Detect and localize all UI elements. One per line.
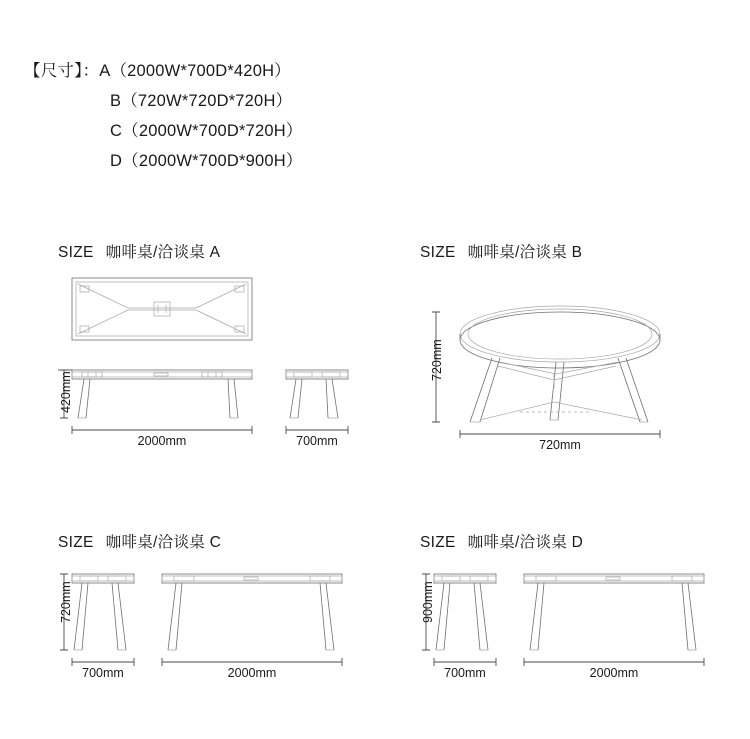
table-c-side-view <box>72 574 134 650</box>
dimension-d-widths <box>434 658 704 666</box>
panel-c-width-label-2: 2000mm <box>227 666 277 680</box>
panel-a-width-label-1: 2000mm <box>137 434 187 448</box>
panel-size-d <box>420 530 750 700</box>
spec-value-c: （2000W*700D*720H） <box>122 122 303 140</box>
panel-d-title <box>420 530 750 552</box>
panel-a-height-label: 420mm <box>59 371 73 413</box>
panel-d-title-prefix: SIZE <box>420 534 456 551</box>
panel-d-drawing <box>420 552 750 692</box>
panel-c-title <box>58 530 388 552</box>
panel-size-a <box>58 240 388 455</box>
table-a-top-view <box>72 278 252 340</box>
panel-size-b <box>420 240 730 455</box>
panel-b-title <box>420 240 730 262</box>
panel-a-title-text: 咖啡桌/洽谈桌 A <box>105 244 221 261</box>
panel-c-title-text: 咖啡桌/洽谈桌 C <box>105 534 222 551</box>
panel-d-width-label-2: 2000mm <box>589 666 639 680</box>
panel-a-title-prefix: SIZE <box>58 244 94 261</box>
panel-c-height-label: 720mm <box>59 581 73 623</box>
spec-row-d <box>24 146 303 176</box>
panel-c-title-prefix: SIZE <box>58 534 94 551</box>
panel-b-drawing <box>420 262 730 452</box>
dimension-b-width <box>460 430 660 438</box>
table-a-side-view <box>286 370 348 418</box>
panel-size-c <box>58 530 388 700</box>
panel-b-title-text: 咖啡桌/洽谈桌 B <box>467 244 583 261</box>
panel-b-width-label-1: 720mm <box>539 438 581 452</box>
spec-code-a: A <box>99 62 111 80</box>
panel-b-height-label: 720mm <box>430 339 444 381</box>
spec-value-a: （2000W*700D*420H） <box>110 62 291 80</box>
panel-c-drawing <box>58 552 388 692</box>
panel-a-drawing <box>58 262 388 452</box>
spec-row-b <box>24 86 303 116</box>
spec-code-b: B <box>110 92 122 110</box>
table-d-front-view <box>524 574 704 650</box>
dimension-spec-block <box>24 56 303 176</box>
spec-code-d: D <box>110 152 123 170</box>
panel-b-svg <box>420 262 730 452</box>
spec-row-c <box>24 116 303 146</box>
panel-a-width-label-2: 700mm <box>296 434 338 448</box>
panel-d-title-text: 咖啡桌/洽谈桌 D <box>467 534 584 551</box>
table-b-perspective-view <box>460 306 660 422</box>
table-c-front-view <box>162 574 342 650</box>
panel-d-width-label-1: 700mm <box>444 666 486 680</box>
dimension-c-widths <box>72 658 342 666</box>
panel-a-title <box>58 240 388 262</box>
spec-row-heading <box>24 56 303 86</box>
panel-a-svg <box>58 262 388 452</box>
panel-c-width-label-1: 700mm <box>82 666 124 680</box>
spec-heading-label: 【尺寸】： <box>24 62 100 80</box>
spec-value-b: （720W*720D*720H） <box>121 92 293 110</box>
panel-b-title-prefix: SIZE <box>420 244 456 261</box>
table-d-side-view <box>434 574 496 650</box>
panel-d-height-label: 900mm <box>421 581 435 623</box>
spec-code-c: C <box>110 122 123 140</box>
dimension-a-widths <box>72 426 348 434</box>
table-a-front-view <box>72 370 252 418</box>
spec-value-d: （2000W*700D*900H） <box>122 152 303 170</box>
